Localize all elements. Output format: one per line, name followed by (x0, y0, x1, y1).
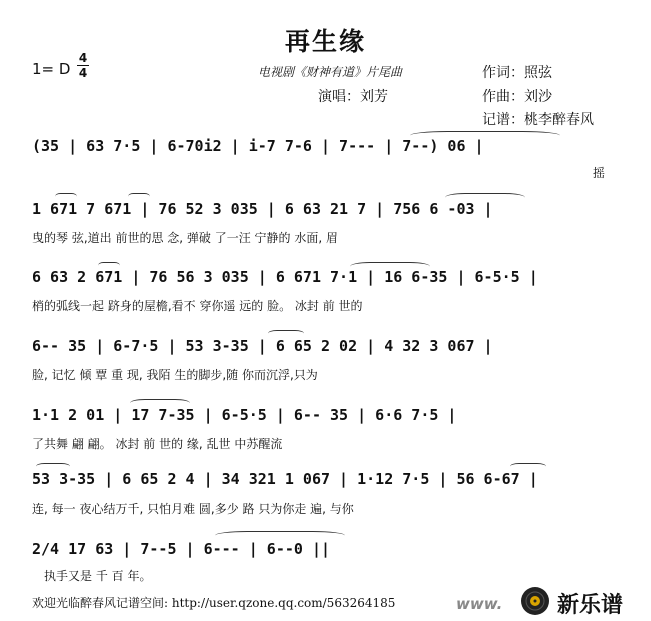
slur-arc (55, 193, 77, 200)
site-logo: 新乐谱 (557, 593, 624, 618)
lyric-line: 了共舞 翩 翩。 冰封 前 世的 缘, 乱世 中苏醒流 (32, 437, 283, 451)
tie-arc (268, 330, 304, 337)
tie-arc (410, 131, 560, 140)
notation-line: 2/4 17 63 | 7--5 | 6--- | 6--0 || (32, 540, 331, 558)
page-title: 再生缘 (284, 27, 366, 56)
notation-line: 6 63 2 671 | 76 56 3 035 | 6 671 7·1 | 16 6-35 | 6-5·5 | (32, 268, 538, 286)
notation-line: (35 | 63 7·5 | 6-70i2 | i-7 7-6 | 7--- | 7--) 06 | (32, 137, 484, 155)
meter-bottom: 4 (78, 66, 88, 80)
composer-credit: 作曲：刘沙 (482, 89, 552, 105)
song-source: 电视剧《财神有道》片尾曲 (258, 65, 403, 79)
lyric-line: 梢的弧线一起 跻身的屋檐,看不 穿你遥 远的 脸。 冰封 前 世的 (32, 299, 363, 313)
transcriber-credit: 记谱：桃李醉春风 (482, 112, 594, 128)
tie-arc (130, 399, 190, 407)
slur-arc (98, 262, 120, 269)
tie-arc (36, 463, 70, 470)
lyric-line: 摇 (593, 166, 606, 180)
notation-line: 53 3-35 | 6 65 2 4 | 34 321 1 067 | 1·12 7·5 | 56 6-67 | (32, 470, 538, 488)
lyric-line: 脸, 记忆 倾 覃 重 现, 我陌 生的脚步,随 你而沉浮,只为 (32, 368, 318, 382)
tie-arc (350, 262, 430, 271)
lyric-line: 曳的琴 弦,道出 前世的思 念, 弹破 了一汪 宁静的 水面, 眉 (32, 231, 338, 245)
lyric-line: 连, 每一 夜心结万千, 只怕月难 圆,多少 路 只为你走 遍, 与你 (32, 502, 354, 516)
lyric-line: 执手又是 千 百 年。 (44, 569, 152, 583)
tie-arc (215, 531, 345, 540)
slur-arc (128, 193, 150, 200)
vinyl-record-icon (520, 586, 550, 616)
key-signature: 1= D (32, 60, 71, 78)
footer-url-text: 欢迎光临醉春风记谱空间: http://user.qzone.qq.com/563264185 (32, 596, 396, 610)
notation-line: 1 671 7 671 | 76 52 3 035 | 6 63 21 7 | 756 6 -03 | (32, 200, 493, 218)
singer-credit: 演唱：刘芳 (318, 89, 388, 105)
lyricist-credit: 作词：照弦 (482, 65, 552, 81)
watermark-text: www. (456, 595, 503, 613)
notation-line: 1·1 2 01 | 17 7-35 | 6-5·5 | 6-- 35 | 6·6 7·5 | (32, 406, 457, 424)
tie-arc (510, 463, 546, 470)
meter-top: 4 (78, 51, 88, 65)
notation-line: 6-- 35 | 6-7·5 | 53 3-35 | 6 65 2 02 | 4 32 3 067 | (32, 337, 493, 355)
tie-arc (445, 193, 525, 202)
time-signature (77, 52, 89, 79)
